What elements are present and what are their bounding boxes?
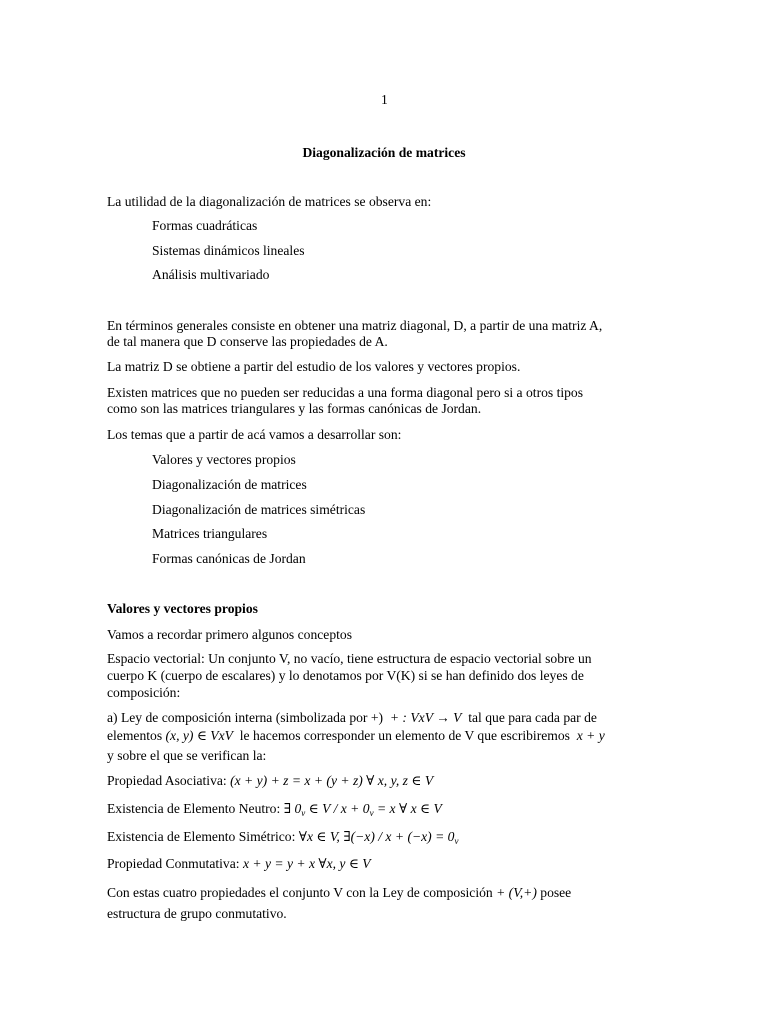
use-item: Formas cuadráticas [152, 218, 258, 233]
paragraph-line: Vamos a recordar primero algunos conceptos [107, 627, 352, 642]
subscript: v [369, 808, 374, 818]
topic-item: Diagonalización de matrices [152, 477, 307, 492]
law-line: y sobre el que se verifican la: [107, 748, 267, 763]
topic-item: Diagonalización de matrices simétricas [152, 502, 366, 517]
subscript: v [301, 808, 306, 818]
math-expression: + (V,+) [496, 885, 537, 900]
property-label: Existencia de Elemento Neutro: [107, 801, 281, 816]
intro-text: La utilidad de la diagonalización de matrices se observa en: [107, 194, 432, 209]
paragraph-line: Espacio vectorial: Un conjunto V, no vacío, tiene estructura de espacio vectorial sobre un [107, 651, 592, 666]
paragraph-line: como son las matrices triangulares y las formas canónicas de Jordan. [107, 401, 482, 416]
property-label: Propiedad Conmutativa: [107, 856, 240, 871]
paragraph-line: Los temas que a partir de acá vamos a desarrollar son: [107, 427, 402, 442]
paragraph-line: Existen matrices que no pueden ser reducidas a una forma diagonal pero si a otros tipos [107, 385, 584, 400]
section-heading: Valores y vectores propios [107, 601, 258, 616]
property-label: Existencia de Elemento Simétrico: [107, 829, 296, 844]
property-line [107, 856, 371, 872]
math-expression: x + y [576, 728, 605, 743]
math-expression: + : VxV → V [389, 710, 462, 725]
law-text: tal que para cada par de [468, 710, 597, 725]
property-line [107, 773, 433, 789]
property-line [107, 829, 458, 846]
paragraph-line: de tal manera que D conserve las propiedades de A. [107, 334, 388, 349]
conclusion-line: estructura de grupo conmutativo. [107, 906, 287, 921]
law-text: le hacemos corresponder un elemento de V que escribiremos [239, 728, 570, 743]
use-item: Sistemas dinámicos lineales [152, 243, 305, 258]
math-expression: (x + y) + z = x + (y + z) ∀ x, y, z ∈ V [230, 773, 434, 788]
conclusion-line [107, 885, 571, 901]
topic-item: Valores y vectores propios [152, 452, 296, 467]
math-expression: = x ∀ x ∈ V [376, 801, 442, 816]
math-expression: ∀x ∈ V, ∃(−x) / x + (−x) = 0 [298, 829, 455, 844]
law-line [107, 710, 597, 726]
property-line [107, 801, 442, 818]
math-expression: ∃ 0 [283, 801, 302, 816]
paragraph-line: cuerpo K (cuerpo de escalares) y lo denotamos por V(K) si se han definido dos leyes de [107, 668, 584, 683]
paragraph-line: La matriz D se obtiene a partir del estudio de los valores y vectores propios. [107, 359, 521, 374]
law-text: a) Ley de composición interna (simbolizada por +) [107, 710, 384, 725]
use-item: Análisis multivariado [152, 267, 270, 282]
topic-item: Formas canónicas de Jordan [152, 551, 306, 566]
paragraph-line: En términos generales consiste en obtener una matriz diagonal, D, a partir de una matriz A, [107, 318, 603, 333]
math-expression: ∈ V / x + 0 [308, 801, 370, 816]
math-expression: x + y = y + x ∀x, y ∈ V [242, 856, 371, 871]
law-line [107, 728, 605, 744]
property-label: Propiedad Asociativa: [107, 773, 227, 788]
page-number: 1 [381, 92, 388, 107]
subscript: v [454, 836, 459, 846]
math-expression: (x, y) ∈ VxV [165, 728, 233, 743]
topic-item: Matrices triangulares [152, 526, 268, 541]
conclusion-text: posee [540, 885, 572, 900]
law-text: elementos [107, 728, 163, 743]
paragraph-line: composición: [107, 685, 181, 700]
document-title: Diagonalización de matrices [302, 145, 466, 160]
conclusion-text: Con estas cuatro propiedades el conjunto V con la Ley de composición [107, 885, 493, 900]
